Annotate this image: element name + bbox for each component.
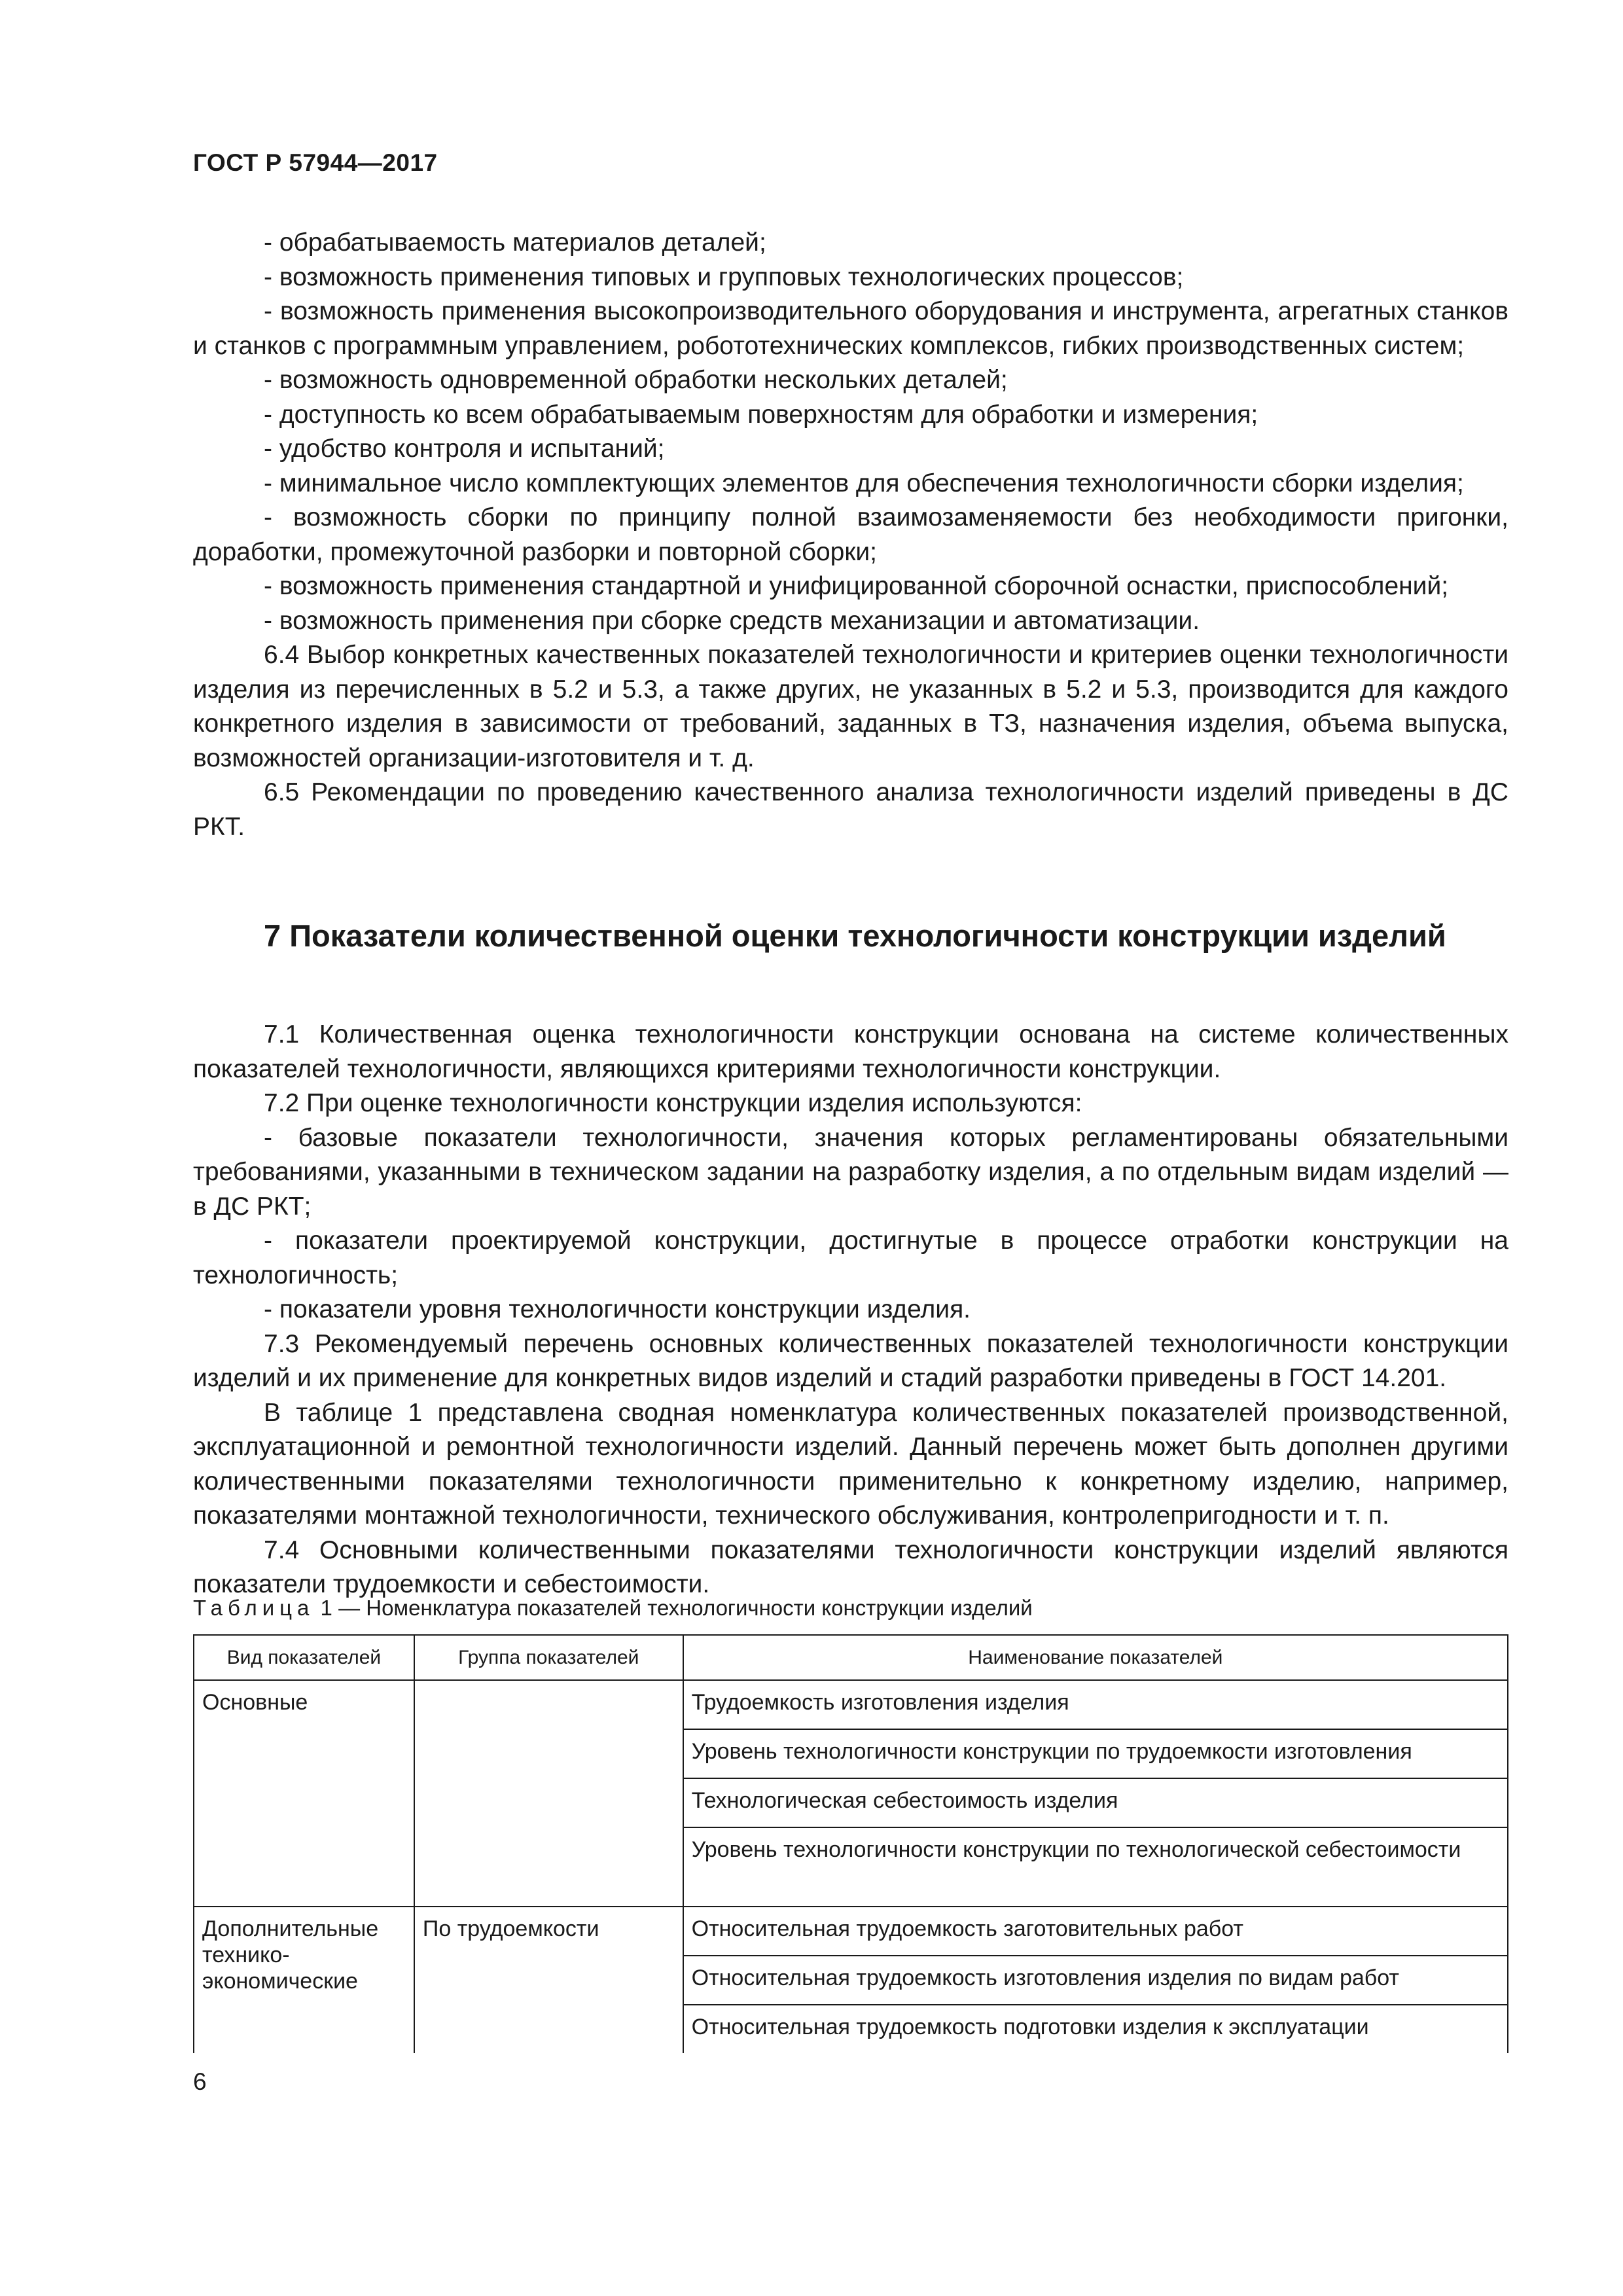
header-group: Группа показателей	[414, 1635, 683, 1680]
table-row	[194, 1680, 1508, 1729]
table-header-row	[194, 1635, 1508, 1680]
paragraph: - обрабатываемость материалов деталей;	[264, 228, 766, 257]
page-number: 6	[193, 2068, 207, 2095]
cell-name: Относительная трудоемкость подготовки изделия к эксплуатации	[683, 2005, 1508, 2053]
cell-group: По трудоемкости	[414, 1907, 683, 2053]
cell-name: Относительная трудоемкость изготовления изделия по видам работ	[683, 1956, 1508, 2005]
paragraph: - возможность применения типовых и групповых технологических процессов;	[264, 262, 1184, 291]
paragraph: В таблице 1 представлена сводная номенклатура количественных показателей производственной, эксплуатационной и ремонтной технологичности изделий. Данный перечень может быть дополнен другими количественными показателями технологичности применительно к конкретному изделию, например, показателями монтажной технологичности, технического обслуживания, контролепригодности и т. п.	[193, 1398, 1508, 1530]
paragraph: 7.4 Основными количественными показателями технологичности конструкции изделий являются показатели трудоемкости и себестоимости.	[193, 1535, 1508, 1598]
paragraph: - возможность сборки по принципу полной взаимозаменяемости без необходимости пригонки, доработки, промежуточной разборки и повторной сборки;	[193, 503, 1508, 566]
cell-name: Уровень технологичности конструкции по технологической себестоимости	[683, 1827, 1508, 1907]
table-caption	[193, 1596, 1033, 1621]
cell-kind: Дополнительные технико-экономические	[194, 1907, 414, 2053]
table-row	[194, 1907, 1508, 1956]
paragraph: - базовые показатели технологичности, значения которых регламентированы обязательными требованиями, указанными в техническом задании на разработку изделия, а по отдельным видам изделий — в ДС РКТ;	[193, 1123, 1508, 1221]
cell-name: Технологическая себестоимость изделия	[683, 1778, 1508, 1827]
paragraph: - доступность ко всем обрабатываемым поверхностям для обработки и измерения;	[264, 400, 1258, 429]
paragraph: 7.1 Количественная оценка технологичности конструкции основана на системе количественных показателей технологичности, являющихся критериями технологичности конструкции.	[193, 1020, 1508, 1083]
cell-name: Трудоемкость изготовления изделия	[683, 1680, 1508, 1729]
paragraph: - удобство контроля и испытаний;	[264, 435, 665, 463]
nomenclature-table	[193, 1634, 1508, 2053]
paragraph: - показатели уровня технологичности конструкции изделия.	[264, 1295, 971, 1323]
paragraph: 6.4 Выбор конкретных качественных показателей технологичности и критериев оценки технологичности изделия из перечисленных в 5.2 и 5.3, а также других, не указанных в 5.2 и 5.3, производится для каждого конкретного изделия в зависимости от требований, заданных в ТЗ, назначения изделия, объема выпуска, возможностей организации-изготовителя и т. д.	[193, 641, 1508, 772]
paragraph: - возможность одновременной обработки нескольких деталей;	[264, 366, 1008, 394]
section-6-text	[193, 226, 1508, 844]
cell-name: Уровень технологичности конструкции по трудоемкости изготовления	[683, 1729, 1508, 1778]
paragraph: - минимальное число комплектующих элементов для обеспечения технологичности сборки изделия;	[264, 469, 1464, 497]
table-caption-text: 1 — Номенклатура показателей технологичности конструкции изделий	[314, 1596, 1033, 1620]
cell-kind: Основные	[194, 1680, 414, 1907]
header-name: Наименование показателей	[683, 1635, 1508, 1680]
paragraph: 7.2 При оценке технологичности конструкции изделия используются:	[264, 1089, 1082, 1117]
header-kind: Вид показателей	[194, 1635, 414, 1680]
document-code: ГОСТ Р 57944—2017	[193, 149, 438, 176]
cell-group	[414, 1680, 683, 1907]
paragraph: 7.3 Рекомендуемый перечень основных количественных показателей технологичности конструкции изделий и их применение для конкретных видов изделий и стадий разработки приведены в ГОСТ 14.201.	[193, 1329, 1508, 1392]
table-caption-prefix: Таблица	[193, 1596, 315, 1620]
paragraph: - возможность применения при сборке средств механизации и автоматизации.	[264, 606, 1200, 635]
paragraph: 6.5 Рекомендации по проведению качественного анализа технологичности изделий приведены в ДС РКТ.	[193, 778, 1508, 841]
section-7-text	[193, 1018, 1508, 1602]
paragraph: - показатели проектируемой конструкции, достигнутые в процессе отработки конструкции на технологичность;	[193, 1227, 1508, 1289]
paragraph: - возможность применения высокопроизводительного оборудования и инструмента, агрегатных станков и станков с программным управлением, робототехнических комплексов, гибких производственных систем;	[193, 297, 1508, 360]
cell-name: Относительная трудоемкость заготовительных работ	[683, 1907, 1508, 1956]
section-7-heading: 7 Показатели количественной оценки технологичности конструкции изделий	[264, 918, 1446, 953]
paragraph: - возможность применения стандартной и унифицированной сборочной оснастки, приспособлений;	[264, 572, 1449, 600]
